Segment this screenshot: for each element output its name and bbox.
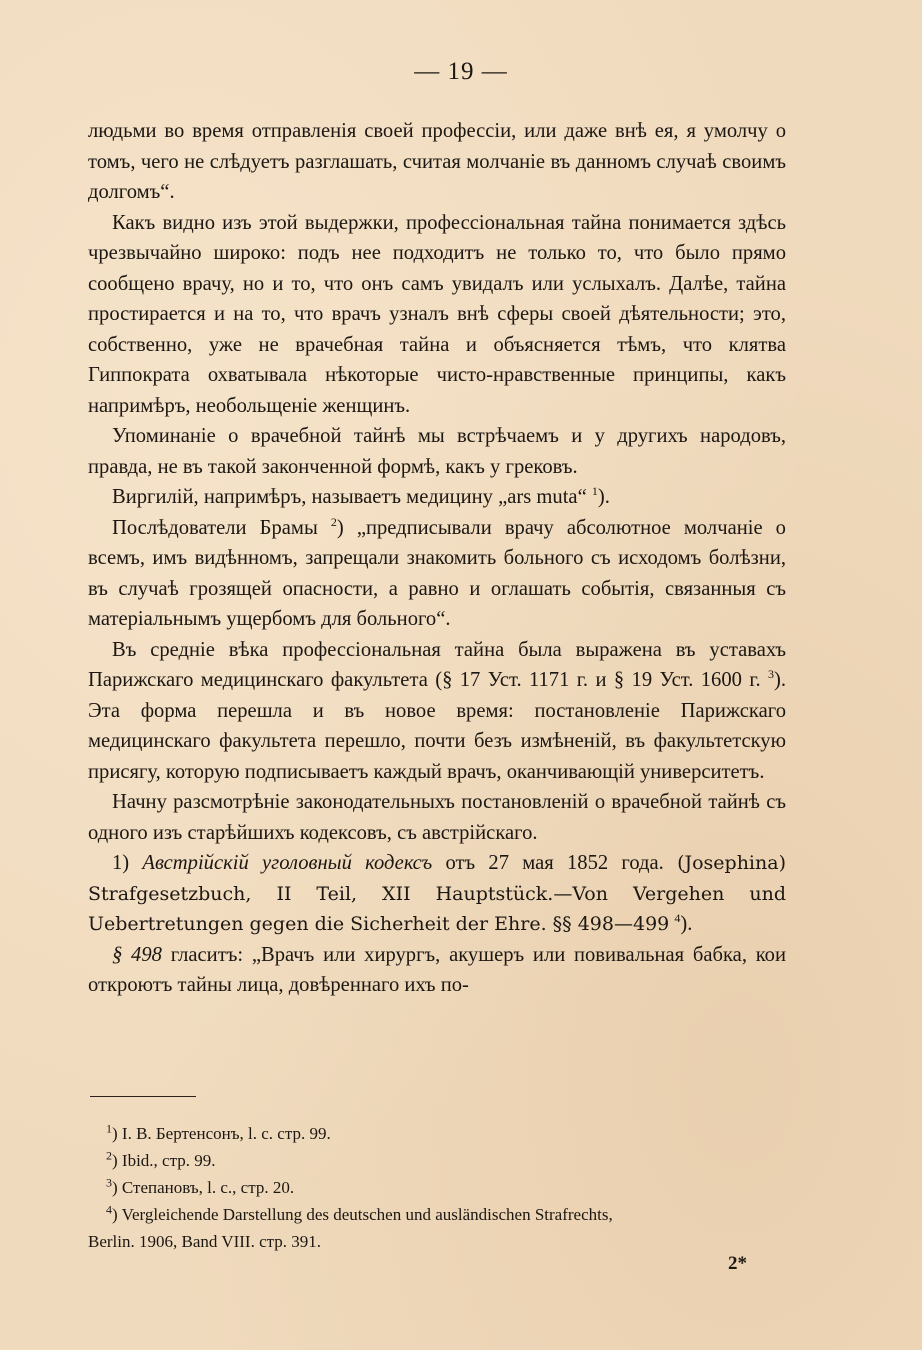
footnote-mark: 4 [106,1202,112,1217]
paragraph [88,513,786,635]
footnote-ref: 4 [674,911,681,926]
footnote-text: ) І. В. Бертенсонъ, l. c. стр. 99. [112,1124,331,1143]
footnotes [88,1120,788,1255]
footnote [88,1201,788,1228]
footnote-text: ) Vergleichende Darstellung des deutschen und ausländischen Strafrechts, [112,1205,613,1224]
code-date: отъ 27 мая 1852 года. [445,852,664,874]
section-ref: § 498 [112,943,162,966]
paragraph [88,635,786,788]
footnote-ref: 1 [591,484,598,499]
paragraph [88,482,786,513]
paragraph-text: Послѣдователи Брамы [112,516,318,539]
footnote-ref: 2 [330,514,337,529]
paragraph-text: ). [597,486,610,508]
list-number: 1) [112,852,130,874]
footnote [88,1147,788,1174]
paragraph-text: гласитъ: „Врачъ или хирургъ, акушеръ или повивальная бабка, кои откроютъ тайны лица, довѣреннаго ихъ по- [88,943,786,996]
footnote [88,1120,788,1147]
footnote-mark: 1 [106,1121,112,1136]
footnote-text: ) Ibid., стр. 99. [112,1151,216,1170]
page-number: — 19 — [414,58,508,85]
footnote-continuation: Berlin. 1906, Band VIII. стр. 391. [88,1232,322,1251]
paragraph: людьми во время отправленія своей профессіи, или даже внѣ ея, я умолчу о томъ, чего не слѣдуетъ разглашать, считая молчаніе въ данномъ случаѣ своимъ долгомъ“. [88,120,786,203]
footnote [88,1174,788,1201]
paragraph-text: ). [680,913,693,935]
signature-mark: 2* [728,1253,747,1274]
footnote-mark: 2 [106,1148,112,1163]
body-text [88,116,786,1001]
code-title: Австрійскій уголовный кодексъ [142,852,433,874]
paragraph: Какъ видно изъ этой выдержки, профессіональная тайна понимается здѣсь чрезвычайно широко: подъ нее подходитъ не только то, что было прямо сообщено врачу, но и то, что онъ самъ увидалъ или услыхалъ. Далѣе, тайна простирается и на то, что врачъ узналъ внѣ сферы своей дѣятельности; это, собственно, уже не врачебная тайна и объясняется тѣмъ, что клятва Гиппократа охватывала нѣкоторые чисто-нравственные принципы, какъ напримѣръ, необольщеніе женщинъ. [88,211,786,417]
paragraph-text: Виргилій, напримѣръ, называетъ медицину „ars muta“ [112,486,587,508]
paragraph: Начну разсмотрѣніе законодательныхъ постановленій о врачебной тайнѣ съ одного изъ старѣйшихъ кодексовъ, съ австрійскаго. [88,791,786,844]
footnote-divider [90,1096,196,1097]
paragraph-text: ) „предписывали врачу абсолютное молчаніе о всемъ, имъ видѣнномъ, запрещали знакомить больного съ исходомъ болѣзни, въ случаѣ грозящей опасности, а равно и оглашать событія, связанныя съ матеріальнымъ ущербомъ для больного“. [88,516,786,630]
footnote-text: ) Степановъ, l. c., стр. 20. [112,1178,295,1197]
paragraph-text: Въ средніе вѣка профессіональная тайна была выражена въ уставахъ Парижскаго медицинскаго факультета (§ 17 Уст. 1171 г. и § 19 Уст. 1600 г. [88,638,786,691]
paragraph [88,848,786,940]
paragraph [88,940,786,1001]
footnote-ref: 3 [767,667,774,682]
german-citation: (Josephina) Strafgesetzbuch, II Teil, XII Hauptstück.—Von Vergehen und Uebertretungen gegen die Sicherheit der Ehre. §§ 498—499 [88,852,786,935]
footnote-mark: 3 [106,1175,112,1190]
paragraph-text: ). Эта форма перешла и въ новое время: постановленіе Парижскаго медицинскаго факультета перешло, почти безъ измѣненій, въ факультетскую присягу, которую подписываетъ каждый врачъ, оканчивающій университетъ. [88,669,786,783]
paragraph: Упоминаніе о врачебной тайнѣ мы встрѣчаемъ и у другихъ народовъ, правда, не въ такой законченной формѣ, какъ у грековъ. [88,425,786,478]
